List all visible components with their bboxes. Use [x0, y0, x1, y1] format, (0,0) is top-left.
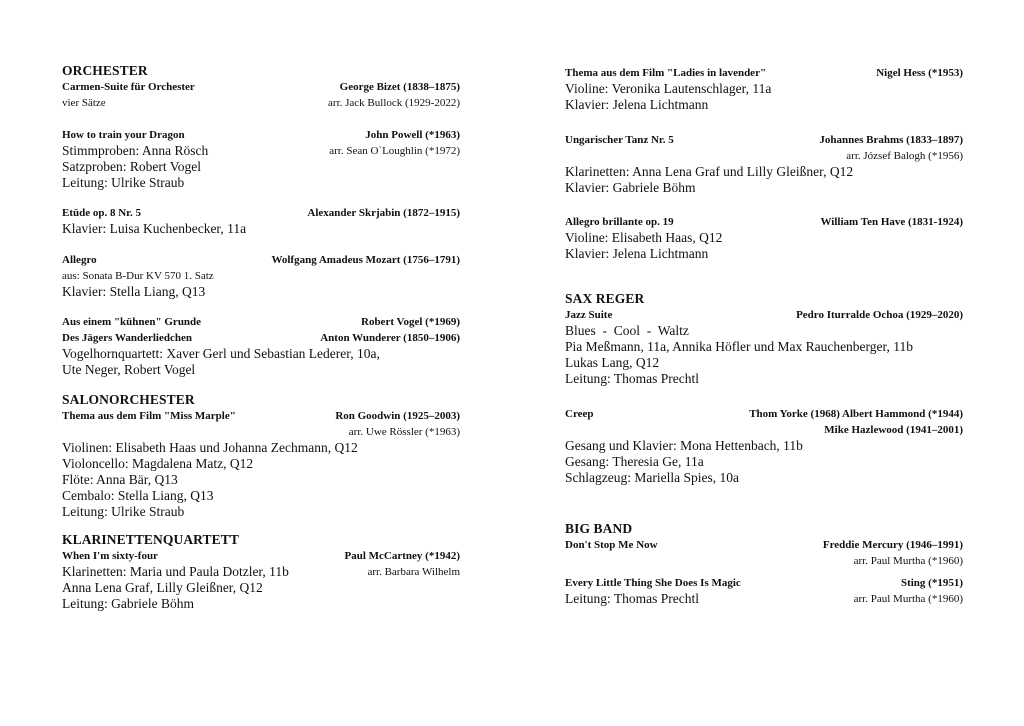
- big-band-section: [565, 521, 963, 569]
- piece-row: [62, 127, 460, 143]
- performer-line: Anna Lena Graf, Lilly Gleißner, Q12: [62, 580, 263, 595]
- piece-title: Every Little Thing She Does Is Magic: [565, 577, 741, 589]
- piece-row: [565, 537, 963, 553]
- performer-line: Klarinetten: Maria und Paula Dotzler, 11b: [62, 564, 289, 579]
- performer-line: Klavier: Jelena Lichtmann: [565, 97, 709, 112]
- piece-composer: Alexander Skrjabin (1872–1915): [307, 207, 460, 219]
- piece-row: [62, 548, 460, 564]
- piece-row: [62, 424, 460, 440]
- piece-row: [565, 214, 963, 230]
- piece-brillante: [565, 214, 963, 262]
- piece-arranger: arr. Jack Bullock (1929-2022): [328, 97, 460, 109]
- piece-row: [62, 564, 460, 580]
- piece-composer: Anton Wunderer (1850–1906): [320, 332, 460, 344]
- performer-line: Stimmproben: Anna Rösch: [62, 143, 209, 158]
- performer-line: Lukas Lang, Q12: [565, 355, 660, 370]
- piece-dragon: [62, 127, 460, 191]
- left-column: [62, 0, 460, 726]
- piece-composer: Johannes Brahms (1833–1897): [819, 134, 963, 146]
- piece-title: Thema aus dem Film "Ladies in lavender": [565, 67, 767, 79]
- piece-title: Carmen-Suite für Orchester: [62, 81, 195, 93]
- piece-row: [565, 422, 963, 438]
- piece-title: Thema aus dem Film "Miss Marple": [62, 410, 236, 422]
- piece-composer: George Bizet (1838–1875): [339, 81, 460, 93]
- piece-row: [62, 95, 460, 111]
- orchester-section: [62, 63, 460, 111]
- piece-row: [62, 408, 460, 424]
- piece-title: Creep: [565, 408, 594, 420]
- section-heading-orchester: ORCHESTER: [62, 63, 148, 78]
- piece-composer: Freddie Mercury (1946–1991): [822, 539, 963, 551]
- performer-line: Leitung: Gabriele Böhm: [62, 596, 194, 611]
- section-heading-sax-reger: SAX REGER: [565, 291, 645, 306]
- performer-line: Satzproben: Robert Vogel: [62, 159, 201, 174]
- piece-arranger: arr. Barbara Wilhelm: [367, 566, 460, 578]
- performer-line: Leitung: Ulrike Straub: [62, 504, 185, 519]
- piece-etude: [62, 205, 460, 237]
- piece-title: Jazz Suite: [565, 309, 613, 321]
- piece-title: Allegro brillante op. 19: [565, 216, 674, 228]
- piece-title: Ungarischer Tanz Nr. 5: [565, 134, 674, 146]
- piece-composer: Sting (*1951): [900, 577, 963, 589]
- piece-title: When I'm sixty-four: [62, 550, 158, 562]
- performer-line: Vogelhornquartett: Xaver Gerl und Sebastian Lederer, 10a,: [62, 346, 380, 361]
- piece-composer: Nigel Hess (*1953): [876, 67, 963, 79]
- performer-line: Leitung: Thomas Prechtl: [565, 591, 699, 606]
- performer-line: Violine: Elisabeth Haas, Q12: [565, 230, 723, 245]
- piece-row: [565, 307, 963, 323]
- piece-row: [565, 65, 963, 81]
- piece-composer: Paul McCartney (*1942): [344, 550, 460, 562]
- piece-title: How to train your Dragon: [62, 129, 185, 141]
- piece-lavender: [565, 65, 963, 113]
- piece-title: Aus einem "kühnen" Grunde: [62, 316, 202, 328]
- performer-line: Violine: Veronika Lautenschlager, 11a: [565, 81, 772, 96]
- piece-composer: Robert Vogel (*1969): [361, 316, 460, 328]
- piece-composer: Thom Yorke (1968) Albert Hammond (*1944): [749, 408, 963, 420]
- performer-line: Schlagzeug: Mariella Spies, 10a: [565, 470, 739, 485]
- piece-composer: William Ten Have (1831-1924): [820, 216, 963, 228]
- piece-composer: Mike Hazlewood (1941–2001): [824, 424, 963, 436]
- piece-title: Allegro: [62, 254, 97, 266]
- piece-row: [62, 79, 460, 95]
- piece-title: Des Jägers Wanderliedchen: [62, 332, 192, 344]
- piece-title: Don't Stop Me Now: [565, 539, 658, 551]
- piece-grunde: [62, 314, 460, 378]
- piece-every-little-thing: [565, 575, 963, 607]
- piece-arranger: arr. Paul Murtha (*1960): [853, 593, 963, 605]
- movements-line: Blues - Cool - Waltz: [565, 323, 689, 338]
- performer-line: Gesang: Theresia Ge, 11a: [565, 454, 704, 469]
- piece-allegro: [62, 252, 460, 300]
- piece-composer: John Powell (*1963): [365, 129, 460, 141]
- piece-row: [62, 143, 460, 159]
- piece-row: [62, 268, 460, 284]
- sax-reger-section: [565, 291, 963, 387]
- piece-brahms: [565, 132, 963, 196]
- piece-arranger: arr. József Balogh (*1956): [846, 150, 963, 162]
- piece-arranger: arr. Uwe Rössler (*1963): [348, 426, 460, 438]
- right-column: [565, 0, 963, 726]
- performer-line: Violoncello: Magdalena Matz, Q12: [62, 456, 254, 471]
- piece-row: [565, 591, 963, 607]
- piece-row: [565, 553, 963, 569]
- performer-line: Klavier: Jelena Lichtmann: [565, 246, 709, 261]
- performer-line: Leitung: Thomas Prechtl: [565, 371, 699, 386]
- section-heading-klarinettenquartett: KLARINETTENQUARTETT: [62, 532, 239, 547]
- piece-creep: [565, 406, 963, 486]
- piece-subtitle: vier Sätze: [62, 97, 106, 109]
- piece-arranger: arr. Sean O`Loughlin (*1972): [329, 145, 460, 157]
- performer-line: Leitung: Ulrike Straub: [62, 175, 185, 190]
- piece-subtitle: aus: Sonata B-Dur KV 570 1. Satz: [62, 270, 214, 282]
- piece-row: [62, 252, 460, 268]
- piece-title: Etüde op. 8 Nr. 5: [62, 207, 142, 219]
- performer-line: Klarinetten: Anna Lena Graf und Lilly Gleißner, Q12: [565, 164, 854, 179]
- performer-line: Flöte: Anna Bär, Q13: [62, 472, 178, 487]
- section-heading-big-band: BIG BAND: [565, 521, 633, 536]
- performer-line: Klavier: Gabriele Böhm: [565, 180, 696, 195]
- piece-row: [565, 148, 963, 164]
- performer-line: Klavier: Luisa Kuchenbecker, 11a: [62, 221, 247, 236]
- piece-row: [565, 575, 963, 591]
- piece-row: [565, 406, 963, 422]
- section-heading-salonorchester: SALONORCHESTER: [62, 392, 195, 407]
- performer-line: Cembalo: Stella Liang, Q13: [62, 488, 214, 503]
- piece-composer: Ron Goodwin (1925–2003): [335, 410, 460, 422]
- performer-line: Klavier: Stella Liang, Q13: [62, 284, 206, 299]
- piece-row: [62, 205, 460, 221]
- performer-line: Ute Neger, Robert Vogel: [62, 362, 196, 377]
- salonorchester-section: [62, 392, 460, 520]
- piece-arranger: arr. Paul Murtha (*1960): [853, 555, 963, 567]
- performer-line: Gesang und Klavier: Mona Hettenbach, 11b: [565, 438, 803, 453]
- klarinettenquartett-section: [62, 532, 460, 612]
- piece-composer: Wolfgang Amadeus Mozart (1756–1791): [271, 254, 460, 266]
- piece-row: [62, 330, 460, 346]
- performer-line: Pia Meßmann, 11a, Annika Höfler und Max Rauchenberger, 11b: [565, 339, 914, 354]
- piece-row: [62, 314, 460, 330]
- piece-composer: Pedro Iturralde Ochoa (1929–2020): [796, 309, 963, 321]
- performer-line: Violinen: Elisabeth Haas und Johanna Zechmann, Q12: [62, 440, 358, 455]
- piece-row: [565, 132, 963, 148]
